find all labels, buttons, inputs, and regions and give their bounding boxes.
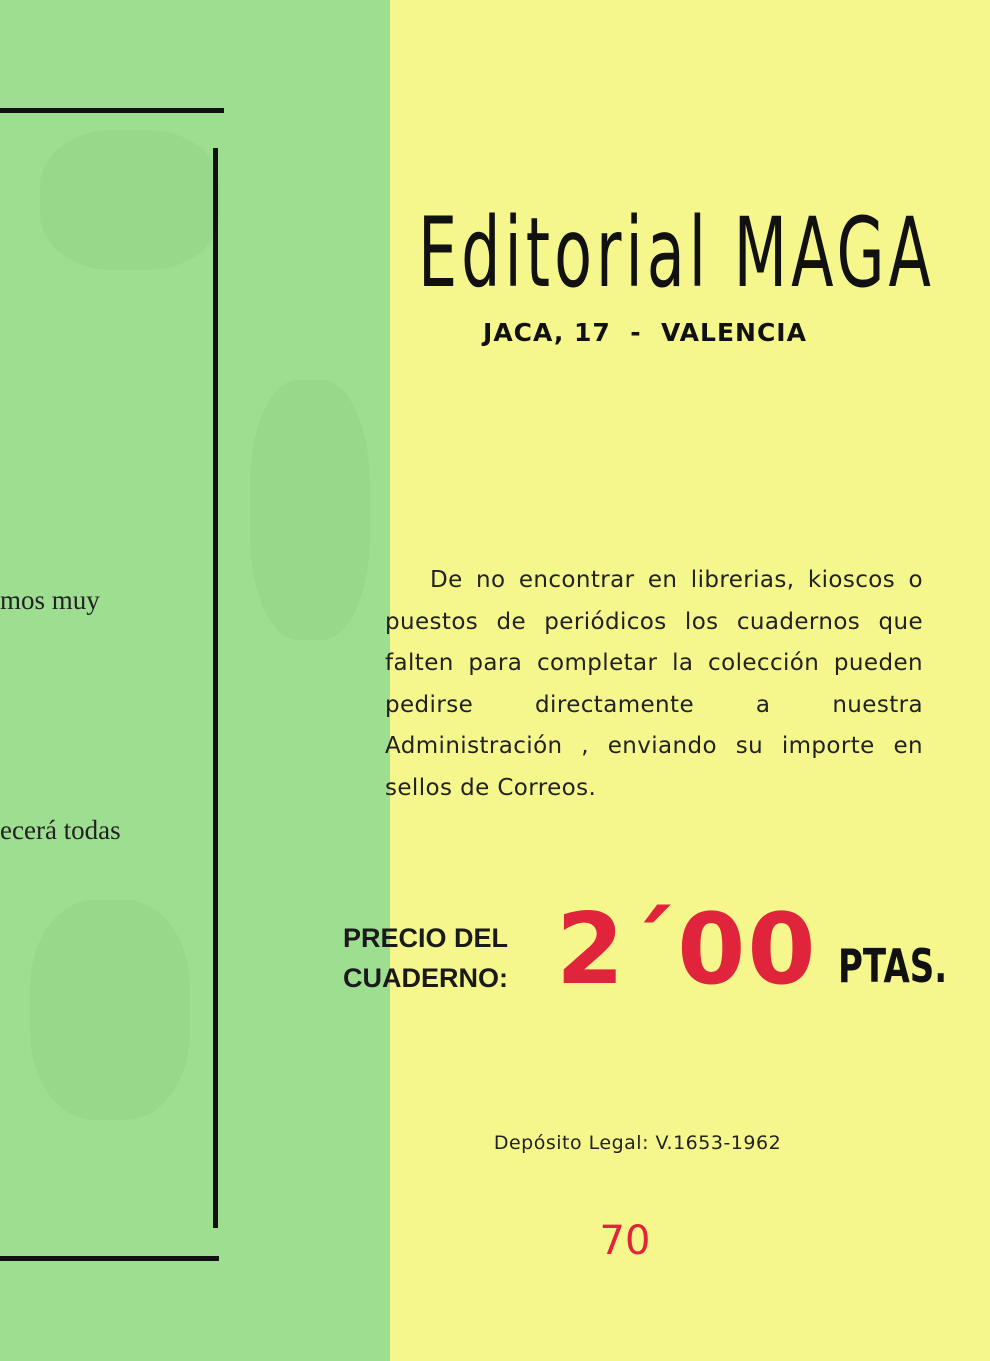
- ordering-notice: De no encontrar en librerias, kioscos o puestos de periódicos los cuadernos que falten para completar la colección pueden pedirse directamente a nuestra Administración , enviando su importe en sellos de Correos.: [385, 567, 923, 801]
- price-label-line: CUADERNO:: [343, 963, 508, 993]
- vertical-rule: [213, 148, 218, 1228]
- bottom-rule: [0, 1256, 219, 1261]
- price-value: 2´00: [556, 893, 818, 1007]
- publisher-title: Editorial MAGA: [418, 196, 935, 310]
- left-text-fragment: ecerá todas: [0, 815, 121, 845]
- legal-deposit: Depósito Legal: V.1653-1962: [493, 1132, 782, 1154]
- price-currency: PTAS.: [838, 940, 948, 994]
- publisher-address: JACA, 17 - VALENCIA: [483, 318, 807, 347]
- price-label: [343, 918, 508, 998]
- page-number: 70: [599, 1218, 651, 1264]
- top-rule: [0, 108, 224, 113]
- faded-illustration: [250, 380, 370, 640]
- left-text-fragment: mos muy: [0, 585, 100, 615]
- faded-illustration: [30, 900, 190, 1120]
- faded-illustration: [40, 130, 220, 270]
- price-label-line: PRECIO DEL: [343, 923, 509, 953]
- left-page-panel: [0, 0, 390, 1361]
